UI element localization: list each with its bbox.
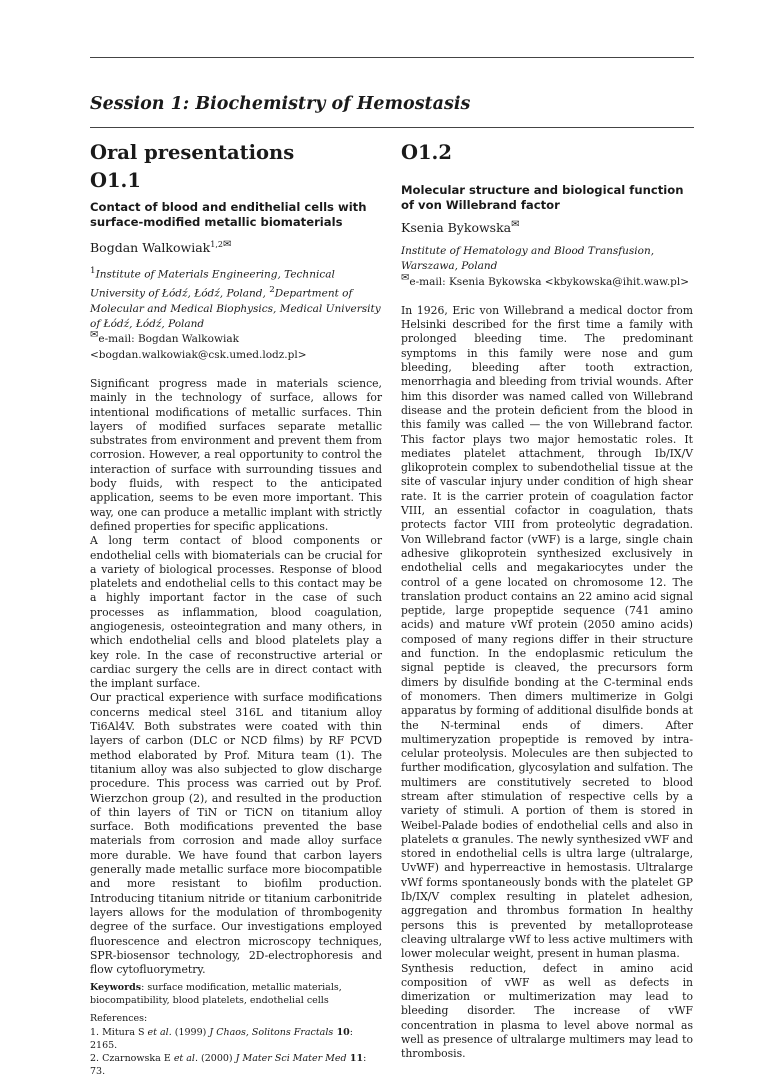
email-o1-1[interactable]: e-mail: Bogdan Walkowiak <bogdan.walkowiak@csk.umed.lodz.pl> [90, 333, 307, 361]
abstract-title-o1-1: Contact of blood and endithelial cells with surface-modified metallic biomaterials [90, 200, 367, 229]
reference-item: 1. Mitura S et al. (1999) J Chaos, Solitons Fractals 10: 2165. [90, 1027, 353, 1052]
envelope-icon: ✉ [401, 272, 410, 284]
affiliation-1: Institute of Hematology and Blood Transfusion, Warszawa, Poland [401, 245, 655, 273]
author-name: Bogdan Walkowiak [90, 240, 211, 256]
paragraph: Our practical experience with surface modifications concerns medical steel 316L and titanium alloy Ti6Al4V. Both substrates were coated with thin layers of carbon (DLC or NCD films) by RF PCVD method elaborated by Prof. Mitura team (1). The titanium alloy was also subjected to glow discharge procedure. This process was carried out by Prof. Wierzchon group (2), and resulted in the production of thin layers of TiN or TiCN on titanium alloy surface. Both modifications prevented the base materials from corrosion and made alloy surface more durable. We have found that carbon layers generally made metallic surface more biocompatible and more resistant to biofilm production. Introducing titanium nitride or titanium carbonitride layers allows for the modulation of thrombogenity degree of the surface. Our investigations employed fluorescence and electron microscopy techniques, SPR-biosensor technology, 2D-electrophoresis and flow cytofluorymetry. [90, 691, 382, 977]
references-list [90, 1026, 382, 1078]
affil-sup-2: 2 [269, 284, 275, 295]
section-title: Oral presentations [90, 141, 295, 164]
envelope-icon: ✉ [222, 239, 232, 250]
envelope-icon: ✉ [90, 329, 99, 341]
author-o1-2 [401, 219, 693, 236]
abstract-id-o1-1: O1.1 [90, 169, 141, 192]
right-column [401, 140, 693, 1062]
keywords-label: Keywords [90, 982, 142, 994]
author-name: Ksenia Bykowska [401, 220, 512, 235]
paragraph: In 1926, Eric von Willebrand a medical doctor from Helsinki described for the first time a family with prolonged bleeding time. The predominant symptoms in this family were nose and gum bleeding, bleeding after tooth extraction, menorrhagia and bleeding from trivial wounds. After him this disorder was named called von Willebrand disease and the protein deficient from the blood in this family was called — the von Willebrand factor. This factor plays two major hemostatic roles. It mediates platelet attachment, through Ib/IX/V glikoprotein complex to subendothelial tissue at the site of vascular injury under condition of high shear rate. It is the carrier protein of coagulation factor VIII, an essential cofactor in coagulation, thats protects factor VIII from proteolytic degradation. Von Willebrand factor (vWF) is a large, single chain adhesive glikoprotein synthesized exclusively in endothelial cells and megakariocytes under the control of a gene located on chromosome 12. The translation product contains an 22 amino acid signal peptide, large propeptide sequence (741 amino acids) and mature vWf protein (2050 amino acids) composed of many regions differ in their structure and function. In the endoplasmic reticulum the signal peptide is cleaved, the precursors form dimers by disulfide bonding at the C-terminal ends of monomers. Then dimers multimerize in Golgi apparatus by forming of additional disulfide bonds at the N-terminal ends of dimers. After multimeryzation propeptide is removed by intra-celular proteolysis. Molecules are then subjected to further modification, glycosylation and sulfation. The multimers are constitutively secreted to blood stream after stimulation of respective cells by a variety of stimuli. A portion of them is stored in Weibel-Palade bodies of endothelial cells and also in platelets α granules. The newly synthesized vWF and stored in endothelial cells is ultra large (ultralarge, UvWF) and hyperreactive in hemostasis. Ultralarge vWf forms spontaneously bonds with the platelet GP Ib/IX/V complex resulting in platelet adhesion, aggregation and thrombus formation In healthy persons this is prevented by metalloprotease cleaving ultralarge vWf to less active multimers with lower molecular weight, present in human plasma. [401, 303, 693, 961]
paragraph: Significant progress made in materials science, mainly in the technology of surface, allows for intentional modifications of metallic surfaces. Thin layers of modified surfaces separate metallic substrates from environment and prevent them from corrosion. However, a real opportunity to control the interaction of surface with surrounding tissues and body fluids, with respect to the anticipated application, seems to be even more important. This way, one can produce a metallic implant with strictly defined properties for specific applications. [90, 376, 382, 533]
left-column [90, 140, 382, 1078]
affiliation-2: Department of Molecular and Medical Biophysics, Medical University of Łódź, Łódź, Poland [90, 287, 381, 331]
affiliation-o1-1 [90, 264, 382, 363]
keywords-text: : surface modification, metallic materials, biocompatibility, blood platelets, endothelial cells [90, 982, 342, 1007]
references-label: References: [90, 1013, 148, 1025]
top-rule [90, 57, 694, 58]
paragraph: Synthesis reduction, defect in amino acid composition of vWF as well as defects in dimerization or multimerization may lead to bleeding disorder. The increase of vWF concentration in plasma to level above normal as well as presence of ultralarge multimers may lead to thrombosis. [401, 961, 693, 1061]
envelope-icon: ✉ [511, 218, 520, 230]
session-title: Session 1: Biochemistry of Hemostasis [90, 94, 471, 114]
session-rule [90, 127, 694, 128]
keywords [90, 981, 382, 1007]
affiliation-o1-2 [401, 244, 693, 290]
abstract-id-o1-2: O1.2 [401, 141, 452, 164]
abstract-title-o1-2: Molecular structure and biological function of von Willebrand factor [401, 183, 684, 212]
affiliation-1: Institute of Materials Engineering, Technical University of Łódź, Łódź, Poland, [90, 268, 335, 300]
author-o1-1 [90, 236, 382, 256]
reference-item: 2. Czarnowska E et al. (2000) J Mater Sci Mater Med 11: 73. [90, 1053, 367, 1078]
abstract-body-o1-2 [401, 304, 693, 1062]
affil-sup-1: 1 [90, 266, 96, 277]
abstract-body-o1-1 [90, 377, 382, 977]
paragraph: A long term contact of blood components or endothelial cells with biomaterials can be crucial for a variety of biological processes. Response of blood platelets and endothelial cells to this contact may be a highly important factor in the case of such processes as inflammation, blood coagulation, angiogenesis, osteointegration and many others, in which endothelial cells and blood platelets play a key role. In the case of reconstructive arterial or cardiac surgery the cells are in direct contact with the implant surface. [90, 534, 382, 691]
email-o1-2[interactable]: e-mail: Ksenia Bykowska <kbykowska@ihit.waw.pl> [409, 275, 690, 288]
author-affiliation-sup: 1,2 [210, 240, 223, 249]
